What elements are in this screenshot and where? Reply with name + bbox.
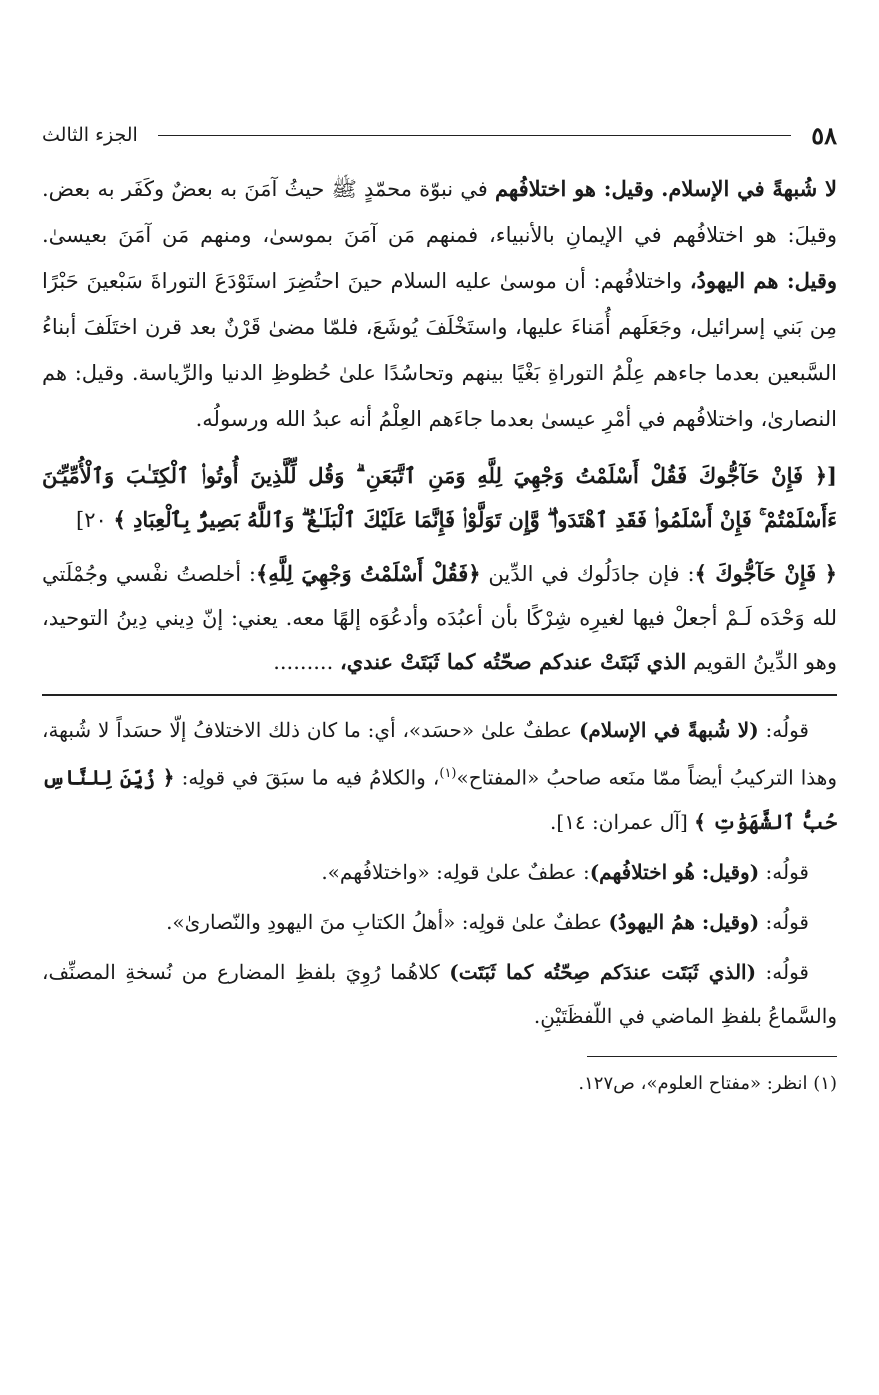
- footnote-marker[interactable]: (١): [439, 766, 457, 781]
- note-lead: قولُه:: [758, 718, 809, 742]
- note-text: ، والكلامُ فيه ما سبَقَ في قولِه:: [174, 765, 440, 790]
- note-item: [42, 950, 837, 1038]
- note-lead: قولُه:: [759, 859, 809, 884]
- note-reference: [آل عمران: ١٤].: [550, 809, 695, 834]
- paragraph-text: واختلافُهم: أن موسىٰ عليه السلام حينَ احتُضِرَ استَوْدَعَ التوراةَ سَبْعينَ حَبْرًا مِن بَني إسرائيل، وجَعَلَهم أُمَناءَ عليها، واستَخْلَفَ يُوشَعَ، فلمّا مضىٰ قَرْنٌ بعد قرن اختَلَفَ أبناءُ السَّبعين بعدما جاءهم عِلْمُ التوراةِ بَغْيًا بينهم وتحاسُدًا علىٰ حُظوظِ الدنيا والرِّياسة. وقيل: هم النصارىٰ، واختلافُهم في أمْرِ عيسىٰ بعدما جاءَهم العِلْمُ أنه عبدُ الله ورسولُه.: [42, 269, 837, 431]
- note-text: كلاهُما رُوِيَ بلفظِ المضارع من نُسخةِ المصنِّف، والسَّماعُ بلفظِ الماضي في اللّفظَتَيْنِ.: [42, 959, 837, 1028]
- bold-phrase: وقيل: هو اختلافُهم: [494, 176, 654, 201]
- note-quote: (وقيل: همُ اليهودُ): [608, 909, 760, 934]
- note-text: عطفٌ علىٰ «حسَد»، أي: ما كان ذلك الاختلافُ إلّا حسَداً لا شُبهة، وهذا التركيبُ أيضاً ممّا منَعه صاحبُ «المفتاح»: [42, 718, 838, 790]
- note-quote: (لا شُبهةً في الإسلام): [578, 718, 759, 742]
- header-rule: [158, 135, 791, 136]
- note-quote: (وقيل: هُو اختلافُهم): [589, 859, 760, 884]
- note-lead: قولُه:: [756, 959, 809, 984]
- page-header: [42, 118, 837, 152]
- commentary-text: : فإن جادَلُوك في الدِّين: [480, 562, 695, 586]
- marginal-notes: [42, 708, 837, 1038]
- note-lead: قولُه:: [759, 909, 809, 934]
- bold-phrase: وقيل: هم اليهودُ،: [689, 268, 838, 293]
- book-page: [42, 118, 837, 1099]
- note-item: [42, 850, 837, 894]
- note-item: [42, 900, 837, 944]
- note-item: [42, 708, 837, 844]
- note-verse: ﴿ زُيِّنَ لِلنَّاسِ حُبُّ ٱلشَّهَوَٰتِ ﴾: [42, 765, 837, 834]
- ellipsis: .........: [273, 650, 340, 674]
- bold-phrase: لا شُبهةً في الإسلام.: [661, 176, 837, 201]
- bold-phrase: الذي ثَبَتَتْ عندكم صحّتُه كما ثَبَتَتْ عندي،: [339, 649, 687, 674]
- main-text: [42, 166, 837, 442]
- verse-commentary: [42, 552, 837, 684]
- verse-reference: ٢٠]: [76, 508, 107, 532]
- quoted-verse: ﴿فَقُلْ أَسْلَمْتُ وَجْهِيَ لِلَّهِ﴾: [255, 561, 481, 586]
- footnote: (١) انظر: «مفتاح العلوم»، ص١٢٧.: [578, 1072, 837, 1094]
- section-divider: [42, 694, 837, 696]
- page-number: ٥٨: [811, 120, 837, 150]
- quran-verse: [42, 454, 837, 542]
- verse-text: [﴿ فَإِنْ حَآجُّوكَ فَقُلْ أَسْلَمْتُ وَجْهِيَ لِلَّهِ وَمَنِ ٱتَّبَعَنِ ۗ وَقُل لِّلَّذِينَ أُوتُوا۟ ٱلْكِتَـٰبَ وَٱلْأُمِّيِّـۧنَ ءَأَسْلَمْتُمْ ۚ فَإِنْ أَسْلَمُوا۟ فَقَدِ ٱهْتَدَوا۟ ۖ وَّإِن تَوَلَّوْا۟ فَإِنَّمَا عَلَيْكَ ٱلْبَلَـٰغُ ۗ وَٱللَّهُ بَصِيرٌۢ بِٱلْعِبَادِ ﴾: [42, 463, 837, 532]
- commentary-text: : أخلصتُ نفْسي وجُمْلَتي لله وَحْدَه لَـمْ أجعلْ فيها لغيرِه شِرْكًا بأن أعبُدَه وأدعُوَه إلهًا معه. يعني: إنّ دِيني دِينُ التوحيد، وهو الدِّينُ القويم: [42, 562, 837, 674]
- footnote-divider: [587, 1056, 837, 1057]
- note-quote: (الذي ثَبَتَت عندَكم صِحّتُه كما ثَبَتَت): [449, 959, 757, 984]
- note-text: عطفٌ علىٰ قولِه: «أهلُ الكتابِ منَ اليهودِ والنّصارىٰ».: [166, 909, 609, 934]
- part-title: الجزء الثالث: [42, 124, 138, 146]
- paragraph-text: في نبوّة محمّدٍ ﷺ حيثُ آمَنَ به بعضٌ وكَفَر به بعض. وقيلَ: هو اختلافُهم في الإيمانِ بالأنبياء، فمنهم مَن آمَنَ بموسىٰ، ومنهم مَن آمَنَ بعيسىٰ.: [42, 177, 837, 247]
- note-text: : عطفٌ علىٰ قولِه: «واختلافُهم».: [321, 859, 590, 884]
- quoted-verse: ﴿ فَإِنْ حَآجُّوكَ ﴾: [694, 561, 837, 586]
- main-paragraph: [42, 166, 837, 442]
